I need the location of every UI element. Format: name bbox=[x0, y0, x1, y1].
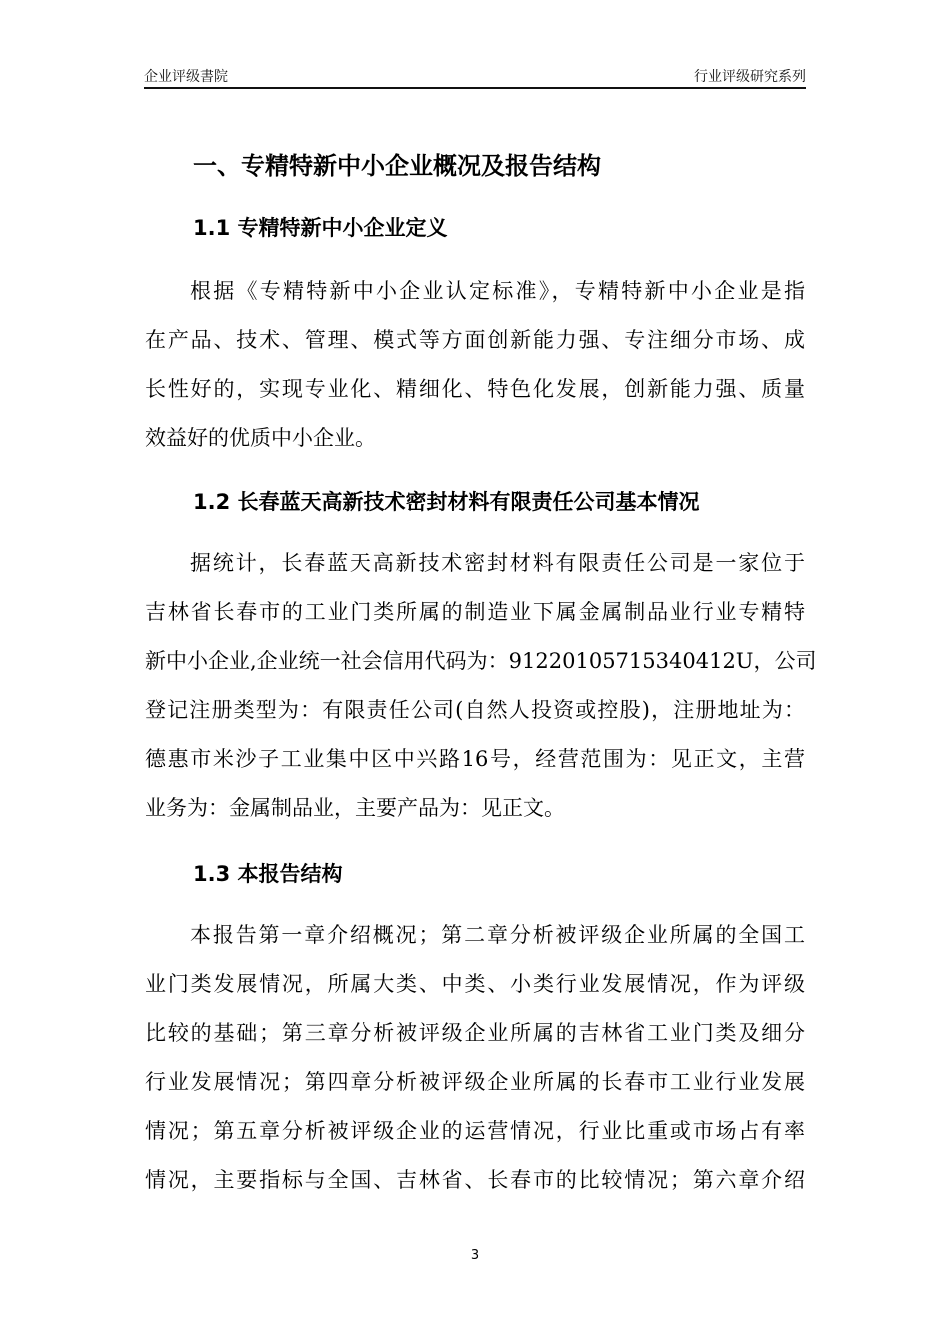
text-line: 本报告第一章介绍概况；第二章分析被评级企业所属的全国工 bbox=[190, 923, 805, 947]
text-line: 德惠市米沙子工业集中区中兴路16号，经营范围为：见正文，主营 bbox=[145, 747, 805, 771]
section-title: 一、专精特新中小企业概况及报告结构 bbox=[193, 152, 601, 180]
paragraph-1-2 bbox=[145, 548, 817, 842]
text-line: 新中小企业,企业统一社会信用代码为：91220105715340412U，公司 bbox=[145, 649, 817, 673]
subsection-1-3-title: 1.3 本报告结构 bbox=[193, 862, 343, 886]
header-left: 企业评级書院 bbox=[144, 69, 228, 85]
text-line: 情况，主要指标与全国、吉林省、长春市的比较情况；第六章介绍 bbox=[145, 1168, 805, 1192]
text-line: 比较的基础；第三章分析被评级企业所属的吉林省工业门类及细分 bbox=[145, 1021, 805, 1045]
text-line: 根据《专精特新中小企业认定标准》，专精特新中小企业是指 bbox=[190, 279, 805, 303]
text-line: 吉林省长春市的工业门类所属的制造业下属金属制品业行业专精特 bbox=[145, 600, 805, 624]
text-line: 长性好的，实现专业化、精细化、特色化发展，创新能力强、质量 bbox=[145, 377, 805, 401]
paragraph-1-1 bbox=[145, 276, 805, 472]
page-number: 3 bbox=[470, 1248, 480, 1263]
text-line: 登记注册类型为：有限责任公司(自然人投资或控股)，注册地址为： bbox=[145, 698, 805, 722]
text-line: 情况；第五章分析被评级企业的运营情况，行业比重或市场占有率 bbox=[145, 1119, 805, 1143]
header-rule bbox=[144, 87, 806, 89]
text-line: 行业发展情况；第四章分析被评级企业所属的长春市工业行业发展 bbox=[145, 1070, 805, 1094]
text-line: 据统计，长春蓝天高新技术密封材料有限责任公司是一家位于 bbox=[190, 551, 805, 575]
text-line: 效益好的优质中小企业。 bbox=[145, 426, 376, 450]
header-right: 行业评级研究系列 bbox=[694, 69, 806, 85]
text-line: 业务为：金属制品业，主要产品为：见正文。 bbox=[145, 796, 565, 820]
paragraph-1-3 bbox=[145, 920, 805, 1214]
subsection-1-1-title: 1.1 专精特新中小企业定义 bbox=[193, 216, 448, 240]
text-line: 业门类发展情况，所属大类、中类、小类行业发展情况，作为评级 bbox=[145, 972, 805, 996]
text-line: 在产品、技术、管理、模式等方面创新能力强、专注细分市场、成 bbox=[145, 328, 805, 352]
subsection-1-2-title: 1.2 长春蓝天高新技术密封材料有限责任公司基本情况 bbox=[193, 490, 700, 514]
